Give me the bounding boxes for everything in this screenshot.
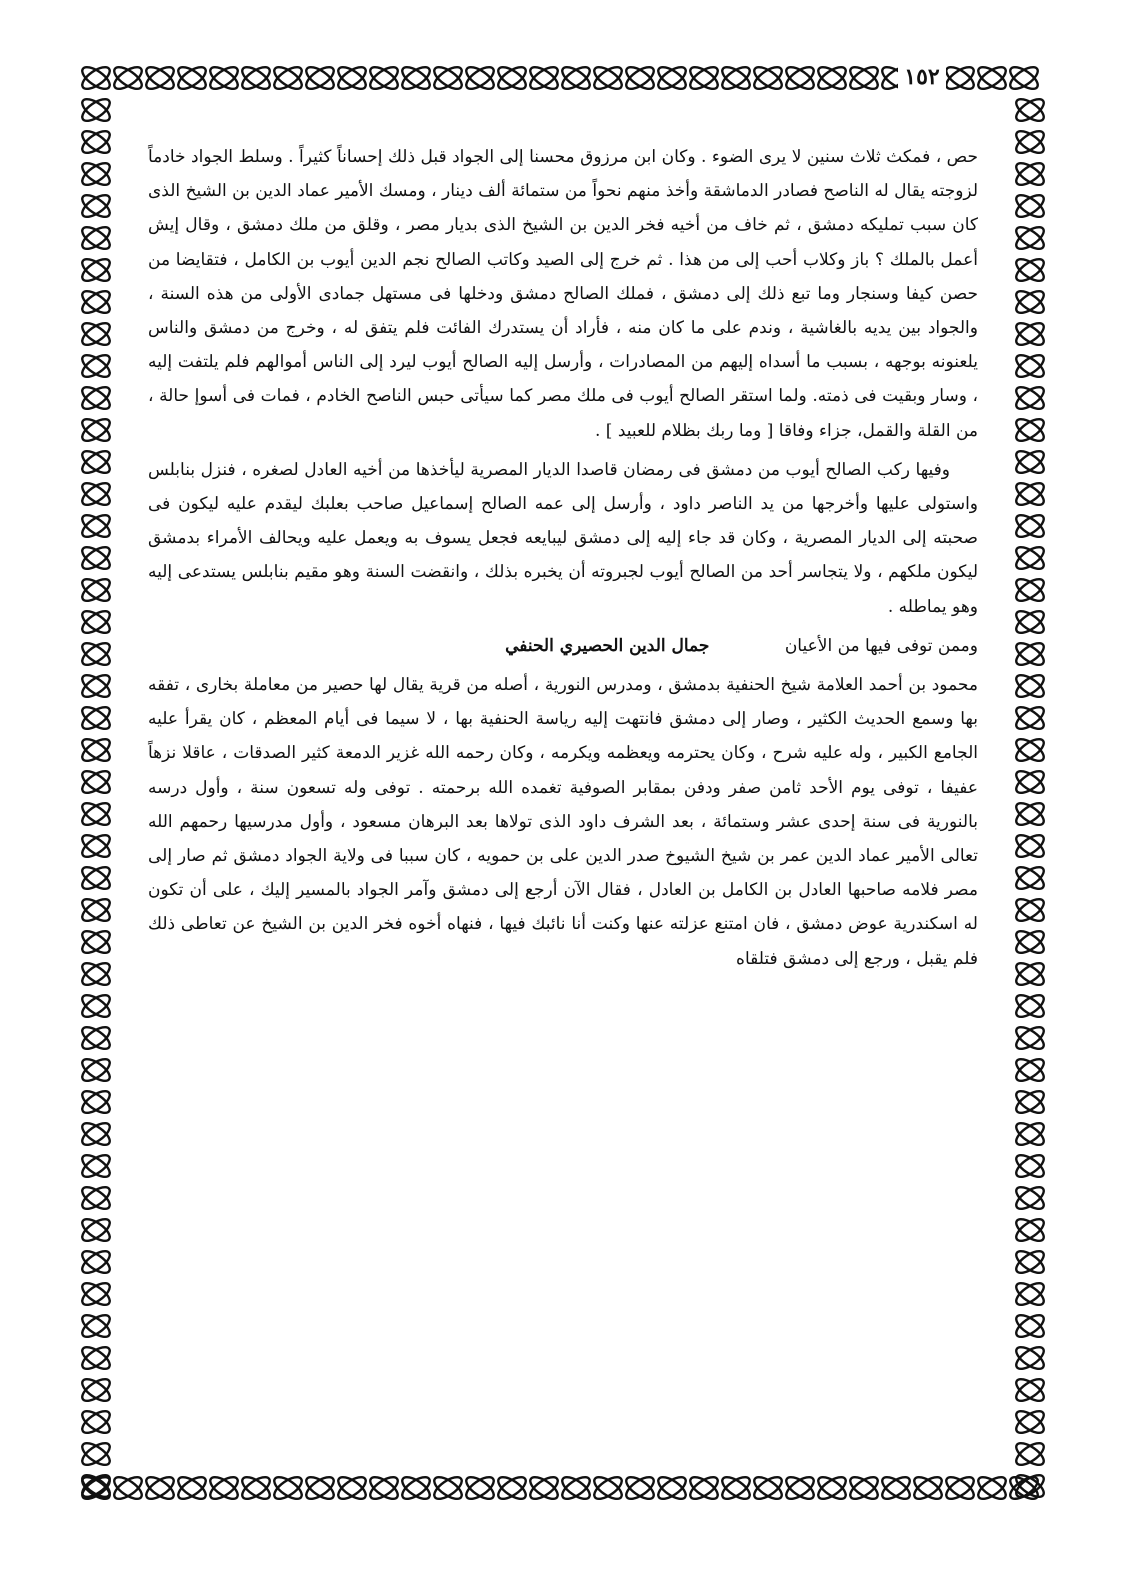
section-title: جمال الدين الحصيري الحنفي [505, 635, 710, 656]
obituary-heading [148, 629, 978, 663]
paragraph-2: وفيها ركب الصالح أيوب من دمشق فى رمضان قاصدا الديار المصرية ليأخذها من أخيه العادل لصغره ، فنزل بنابلس واستولى عليها وأخرجها من يد الناصر داود ، وأرسل إلى عمه الصالح إسماعيل صاحب بعلبك ليقدم عليه ليكون فى صحبته إلى الديار المصرية ، وكان قد جاء إليه إلى دمشق ليبايعه فجعل يسوف به ويعمل عليه ويحالف الأمراء بدمشق ليكون ملكهم ، ولا يتجاسر أحد من الصالح أيوب لجبروته أن يخبره بذلك ، وانقضت السنة وهو مقيم بنابلس يستدعى إليه وهو يماطله . [148, 459, 978, 617]
paragraph-3: محمود بن أحمد العلامة شيخ الحنفية بدمشق ، ومدرس النورية ، أصله من قرية يقال لها حصير من معاملة بخارى ، تفقه بها وسمع الحديث الكثير ، وصار إلى دمشق فانتهت إليه رياسة الحنفية بها ، لا سيما فى أيام المعظم ، كان يقرأ عليه الجامع الكبير ، وله عليه شرح ، وكان يحترمه ويعظمه ويكرمه ، وكان رحمه الله غزير الدمعة كثير الصدقات ، عاقلا نزهاً عفيفا ، توفى يوم الأحد ثامن صفر ودفن بمقابر الصوفية تغمده الله برحمته . توفى وله تسعون سنة ، وأول درسه بالنورية فى سنة إحدى عشر وستمائة ، بعد الشرف داود الذى تولاها بعد البرهان مسعود ، وأول مدرسيها رحمهم الله تعالى الأمير عماد الدين عمر بن شيخ الشيوخ صدر الدين على بن حمويه ، كان سببا فى ولاية الجواد دمشق ثم صار إلى مصر فلامه صاحبها العادل بن الكامل بن العادل ، فقال الآن أرجع إلى دمشق وآمر الجواد بالمسير إليك ، على أن تكون له اسكندرية عوض دمشق ، فان امتنع عزلته عنها وكنت أنا نائبك فيها ، فنهاه أخوه فخر الدين بن الشيخ عن تعاطى ذلك فلم يقبل ، ورجع إلى دمشق فتلقاه [148, 675, 978, 969]
paragraph-1: حص ، فمكث ثلاث سنين لا يرى الضوء . وكان ابن مرزوق محسنا إلى الجواد قبل ذلك إحساناً كثيراً . وسلط الجواد خادماً لزوجته يقال له الناصح فصادر الدماشقة وأخذ منهم نحواً من ستمائة ألف دينار ، ومسك الأمير عماد الدين بن الشيخ الذى كان سبب تمليكه دمشق ، ثم خاف من أخيه فخر الدين بن الشيخ الذى بديار مصر ، وقلق من ملك دمشق ، وقال إيش أعمل بالملك ؟ باز وكلاب أحب إلى من هذا . ثم خرج إلى الصيد وكاتب الصالح نجم الدين أيوب بن الكامل ، فتقايضا من حصن كيفا وسنجار وما تبع ذلك إلى دمشق ، فملك الصالح دمشق ودخلها فى مستهل جمادى الأولى من هذه السنة ، والجواد بين يديه بالغاشية ، وندم على ما كان منه ، فأراد أن يستدرك الفائت فلم يتفق له ، وخرج من دمشق والناس يلعنونه بوجهه ، بسبب ما أسداه إليهم من المصادرات ، وأرسل إليه الصالح أيوب ليرد إلى الناس أموالهم فلم يلتفت إليه ، وسار وبقيت فى ذمته. ولما استقر الصالح أيوب فى ملك مصر كما سيأتى حبس الناصح الخادم ، فمات فى أسوإ حالة ، من القلة والقمل، جزاء وفاقا [ وما ربك بظلام للعبيد ] . [148, 147, 978, 441]
obituary-lead: وممن توفى فيها من الأعيان [784, 635, 978, 656]
main-text [148, 140, 978, 1415]
page-number: ١٥٢ [898, 62, 946, 92]
